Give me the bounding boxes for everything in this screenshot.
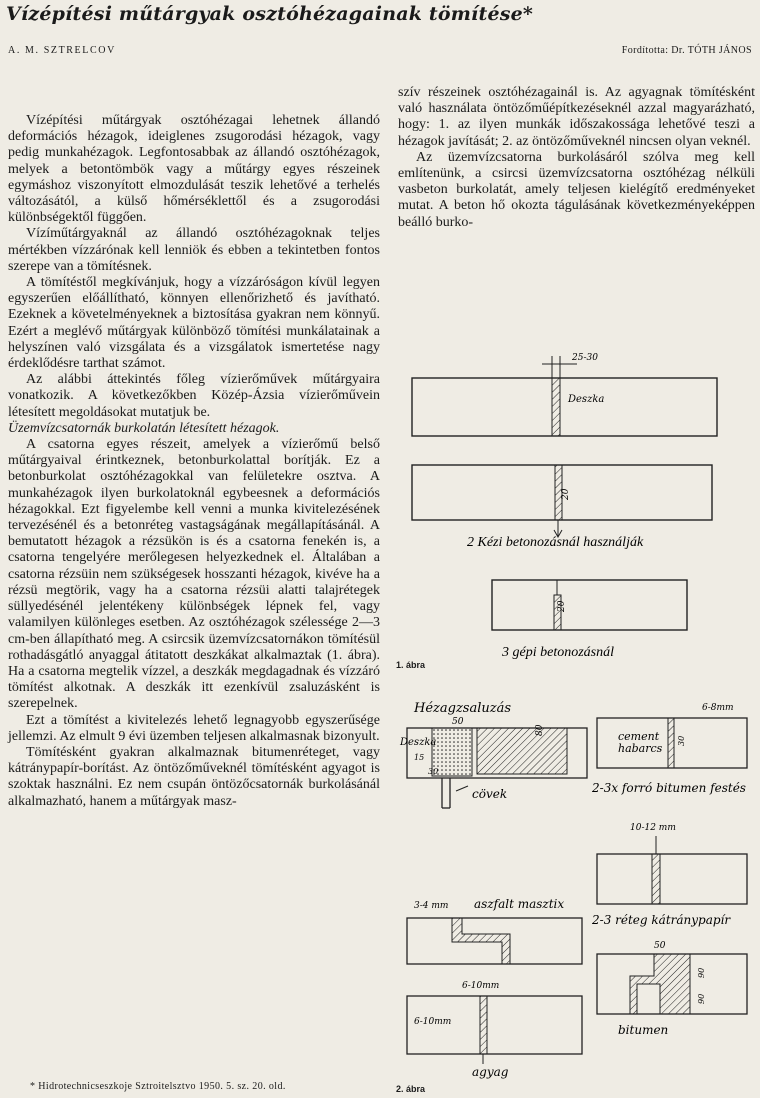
mastic-joint-section: [407, 918, 582, 964]
dimension-label: 6-10mm: [414, 1017, 452, 1027]
author: A. M. SZTRELCOV: [8, 45, 116, 56]
joint-section-3: [492, 580, 687, 630]
peg-label: cövek: [472, 787, 508, 801]
translator: Fordította: Dr. TÓTH JÁNOS: [621, 45, 752, 56]
paragraph: Tömítésként gyakran alkalmaznak bitumenréteget, vagy kátránypapír-borítást. Az öntözőműveknél tömítésként agyagot is szoktak használni. Ez nem csupán öntözőcsatornák burkolásánál alkalmazható, hanem a műtárgyak masz-: [8, 744, 380, 809]
dimension-label: 15: [414, 753, 425, 762]
dimension-label: 25-30: [572, 353, 598, 363]
bitumen-joint-section: [597, 954, 747, 1014]
paragraph: szív részeinek osztóhézagainál is. Az agyagnak tömítésként való használata öntözőműépítkezéseknél azzal magyarázható, hogy: 1. az ilyen munkák időszakossága lehetővé teszi a hézagok javítását; 2. az öntözőműveknél nincsen olyan veknél.: [398, 85, 755, 149]
coating-label: 2-3x forró bitumen festés: [592, 781, 746, 795]
formwork-label: Hézagzsaluzás: [414, 701, 512, 716]
cement-label: cement: [618, 730, 660, 743]
dimension-label: 90: [697, 967, 706, 978]
clay-label: agyag: [472, 1065, 509, 1079]
paragraph: Az alábbi áttekintés főleg vízierőművek műtárgyaira vonatkozik. A következőkben Közép-Ázsia vízierőművein létesített megoldásokat mutatjuk be.: [8, 372, 380, 420]
figure-2: [392, 696, 757, 1081]
dimension-label: 90: [697, 993, 706, 1004]
dimension-label: 20: [561, 488, 571, 500]
tarpaper-joint-section: [597, 836, 747, 904]
clay-joint-section: [407, 996, 582, 1064]
paragraph: A csatorna egyes részeit, amelyek a vízierőmű belső műtárgyaival érintkeznek, betonburkolattal borítják. Ez a betonburkolat osztóhézagokkal van felületekre osztva. A munkahézagok ilyen burkolatoknál egybeesnek a deformációs hézagokkal. Ezt figyelembe kell venni a munka kivitelezésének tervezésénél és a betonréteg vastagságának megállapításánál. A bemutatott hézagok a rézsükön is és a csatorna fenekén is, a csatorna tengelyére merőlegesen helyezkednek el. Általában a csatorna rézsüin nem szükségesek hosszanti hézagok, kivéve ha a rézsü megtörik, vagy ha a csatorna rézsüi alatti talajrétegek süllyedésénél jelentékeny különbségek lépnek fel, vagy valamilyen különleges esetben. Az osztóhézagok szélessége 2—3 cm-ben állapítható meg. A csircsik üzemvízcsatornákon tömítésül rothadásgátló anyaggal átitatott deszkákat alkalmaztak (1. ábra). Ha a csatorna megtelik vízzel, a deszkák megdagadnak és vízzáró tömítést alkotnak. A deszkák itt ezenkívül zsaluzásként is szerepelnek.: [8, 437, 380, 712]
dimension-label: 30: [677, 735, 686, 746]
footnote: * Hidrotechnicseszkoje Sztroitelsztvo 1950. 5. sz. 20. old.: [30, 1081, 286, 1092]
figure-2-label: 2. ábra: [396, 1084, 426, 1094]
mastic-label: aszfalt masztix: [474, 897, 565, 911]
dimension-label: 6-10mm: [462, 981, 500, 991]
paragraph: Vízíműtárgyaknál az állandó osztóhézagoknak teljes mértékben vízzárónak kell lenniök és ebben a tekintetben fontos szerepe van a tömítésnek.: [8, 226, 380, 274]
paragraph: Az üzemvízcsatorna burkolásáról szólva meg kell említenünk, a csircsi üzemvízcsatorna osztóhézag nélküli vasbeton burkolatát, amely teljesen kielégítő eredményeket mutat. A beton hő okozta tágulásának következményeképpen beálló burko-: [398, 149, 755, 230]
paragraph: Vízépítési műtárgyak osztóhézagai lehetnek állandó deformációs hézagok, ideiglenes zsugorodási hézagok, vagy pedig munkahézagok. Legfontosabbak az állandó osztóhézagok, melyek a betontömbök vagy a műtárgy egyes részeinek egymáshoz viszonyított elmozdulását teszik lehetővé a terhelés változásától, a külső hőmérséklettől és a zsugorodási különbségektől függően.: [8, 113, 380, 226]
tarpaper-label: 2-3 réteg kátránypapír: [592, 913, 731, 927]
joint-board-section: [412, 356, 717, 436]
mortar-label: habarcs: [618, 742, 663, 755]
figure-caption: 3 gépi betonozásnál: [502, 645, 614, 660]
paragraph: A tömítéstől megkívánjuk, hogy a vízzáróságon kívül legyen egyszerűen előállítható, könnyen ellenőrizhető és javítható. Ezeknek a követelményeknek a biztosítása gyakran nem könnyű. Ezért a meglévő műtárgyak különböző tömítési munkálatainak a helyszínen való vizsgálata és a vizsgálatok ismertetése nagy érdeklődésre tarthat számot.: [8, 275, 380, 372]
board-label: Deszka: [400, 737, 437, 748]
left-column: [8, 113, 380, 810]
figure-1: [392, 340, 752, 670]
board-label: Deszka: [568, 394, 605, 405]
right-column: [398, 85, 755, 231]
dimension-label: 50: [654, 941, 666, 951]
dimension-label: 80: [535, 724, 545, 736]
dimension-label: 10-12 mm: [630, 823, 676, 833]
dimension-label: 3-4 mm: [414, 901, 449, 911]
dimension-label: 50: [452, 717, 464, 727]
bitumen-label: bitumen: [618, 1023, 669, 1037]
dimension-label: 30: [428, 767, 439, 776]
dimension-label: 6-8mm: [702, 703, 734, 713]
joint-section-2: [412, 465, 712, 537]
figure-1-label: 1. ábra: [396, 660, 426, 670]
figure-caption: 2 Kézi betonozásnál használják: [467, 535, 644, 550]
section-heading: Üzemvízcsatornák burkolatán létesített hézagok.: [8, 420, 280, 436]
article-title: Vízépítési műtárgyak osztóhézagainak tömítése*: [6, 3, 534, 25]
dimension-label: 20: [557, 600, 567, 612]
paragraph: Ezt a tömítést a kivitelezés lehető legnagyobb egyszerűsége jellemzi. Az elmult 9 évi üzemben teljesen alkalmasnak bizonyult.: [8, 712, 380, 744]
